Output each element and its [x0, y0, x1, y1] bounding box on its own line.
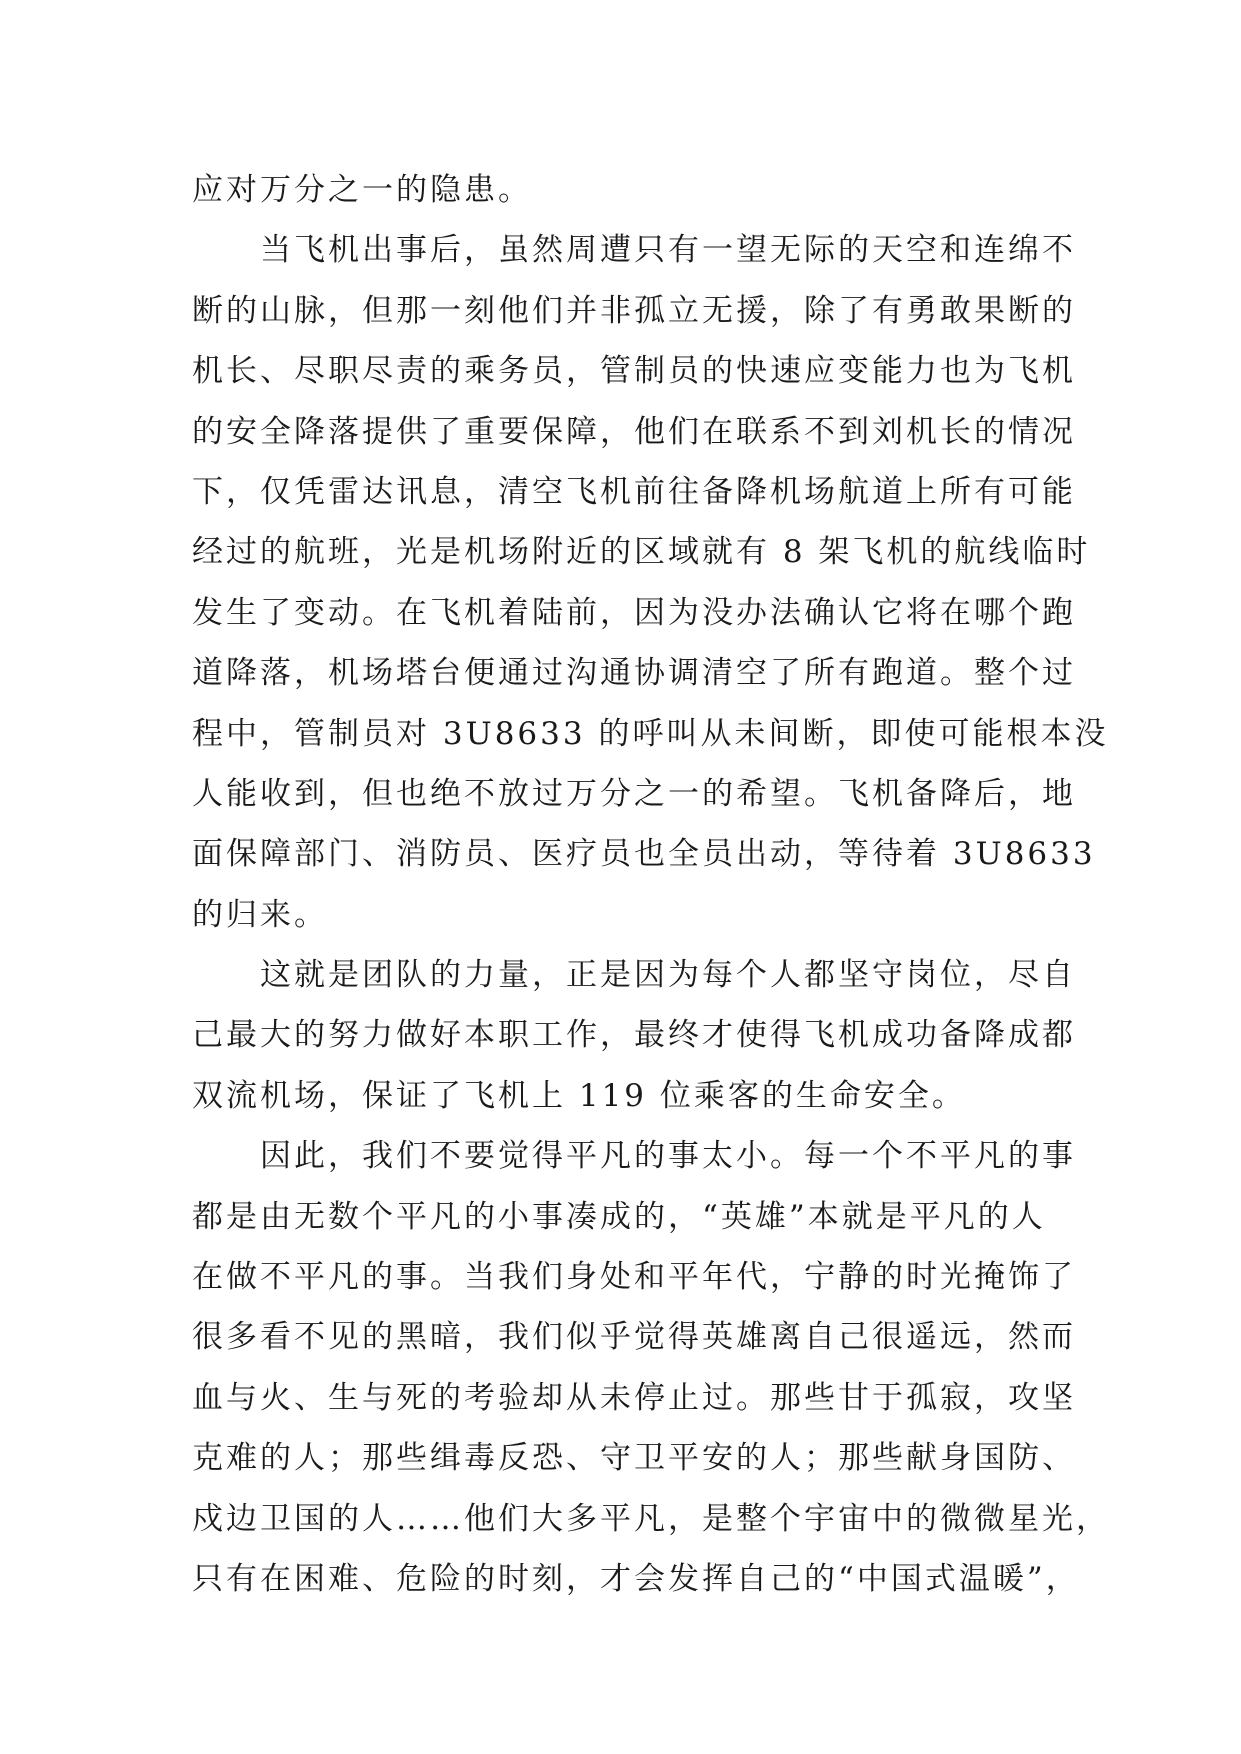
body-text — [192, 160, 1110, 1609]
text-line: 在做不平凡的事。当我们身处和平年代，宁静的时光掩饰了 — [192, 1259, 1076, 1296]
text-line: 面保障部门、消防员、医疗员也全员出动，等待着 3U8633 — [192, 836, 1096, 873]
text-line: 程中，管制员对 3U8633 的呼叫从未间断，即使可能根本没 — [192, 715, 1109, 752]
text-line: 的安全降落提供了重要保障，他们在联系不到刘机长的情况 — [192, 413, 1076, 450]
text-line: 下，仅凭雷达讯息，清空飞机前往备降机场航道上所有可能 — [192, 473, 1076, 510]
text-line: 都是由无数个平凡的小事凑成的，“英雄”本就是平凡的人 — [192, 1198, 1046, 1235]
text-line: 发生了变动。在飞机着陆前，因为没办法确认它将在哪个跑 — [192, 594, 1076, 631]
text-line: 经过的航班，光是机场附近的区域就有 8 架飞机的航线临时 — [192, 534, 1091, 571]
text-line: 只有在困难、危险的时刻，才会发挥自己的“中国式温暖”， — [192, 1560, 1080, 1597]
text-line: 机长、尽职尽责的乘务员，管制员的快速应变能力也为飞机 — [192, 353, 1076, 390]
text-line: 断的山脉，但那一刻他们并非孤立无援，除了有勇敢果断的 — [192, 292, 1076, 329]
text-line: 很多看不见的黑暗，我们似乎觉得英雄离自己很遥远，然而 — [192, 1319, 1076, 1356]
text-line: 道降落，机场塔台便通过沟通协调清空了所有跑道。整个过 — [192, 655, 1076, 692]
text-line: 双流机场，保证了飞机上 119 位乘客的生命安全。 — [192, 1077, 966, 1114]
text-line: 克难的人；那些缉毒反恐、守卫平安的人；那些献身国防、 — [192, 1440, 1076, 1477]
text-line: 血与火、生与死的考验却从未停止过。那些甘于孤寂，攻坚 — [192, 1379, 1076, 1416]
text-line: 因此，我们不要觉得平凡的事太小。每一个不平凡的事 — [192, 1138, 1076, 1175]
text-line: 戍边卫国的人……他们大多平凡，是整个宇宙中的微微星光， — [192, 1500, 1110, 1537]
text-line: 己最大的努力做好本职工作，最终才使得飞机成功备降成都 — [192, 1017, 1076, 1054]
text-line: 应对万分之一的隐患。 — [192, 172, 532, 208]
text-line: 当飞机出事后，虽然周遭只有一望无际的天空和连绵不 — [192, 232, 1076, 269]
text-line: 人能收到，但也绝不放过万分之一的希望。飞机备降后，地 — [192, 775, 1076, 812]
text-line: 这就是团队的力量，正是因为每个人都坚守岗位，尽自 — [192, 957, 1076, 994]
text-line: 的归来。 — [192, 896, 328, 933]
